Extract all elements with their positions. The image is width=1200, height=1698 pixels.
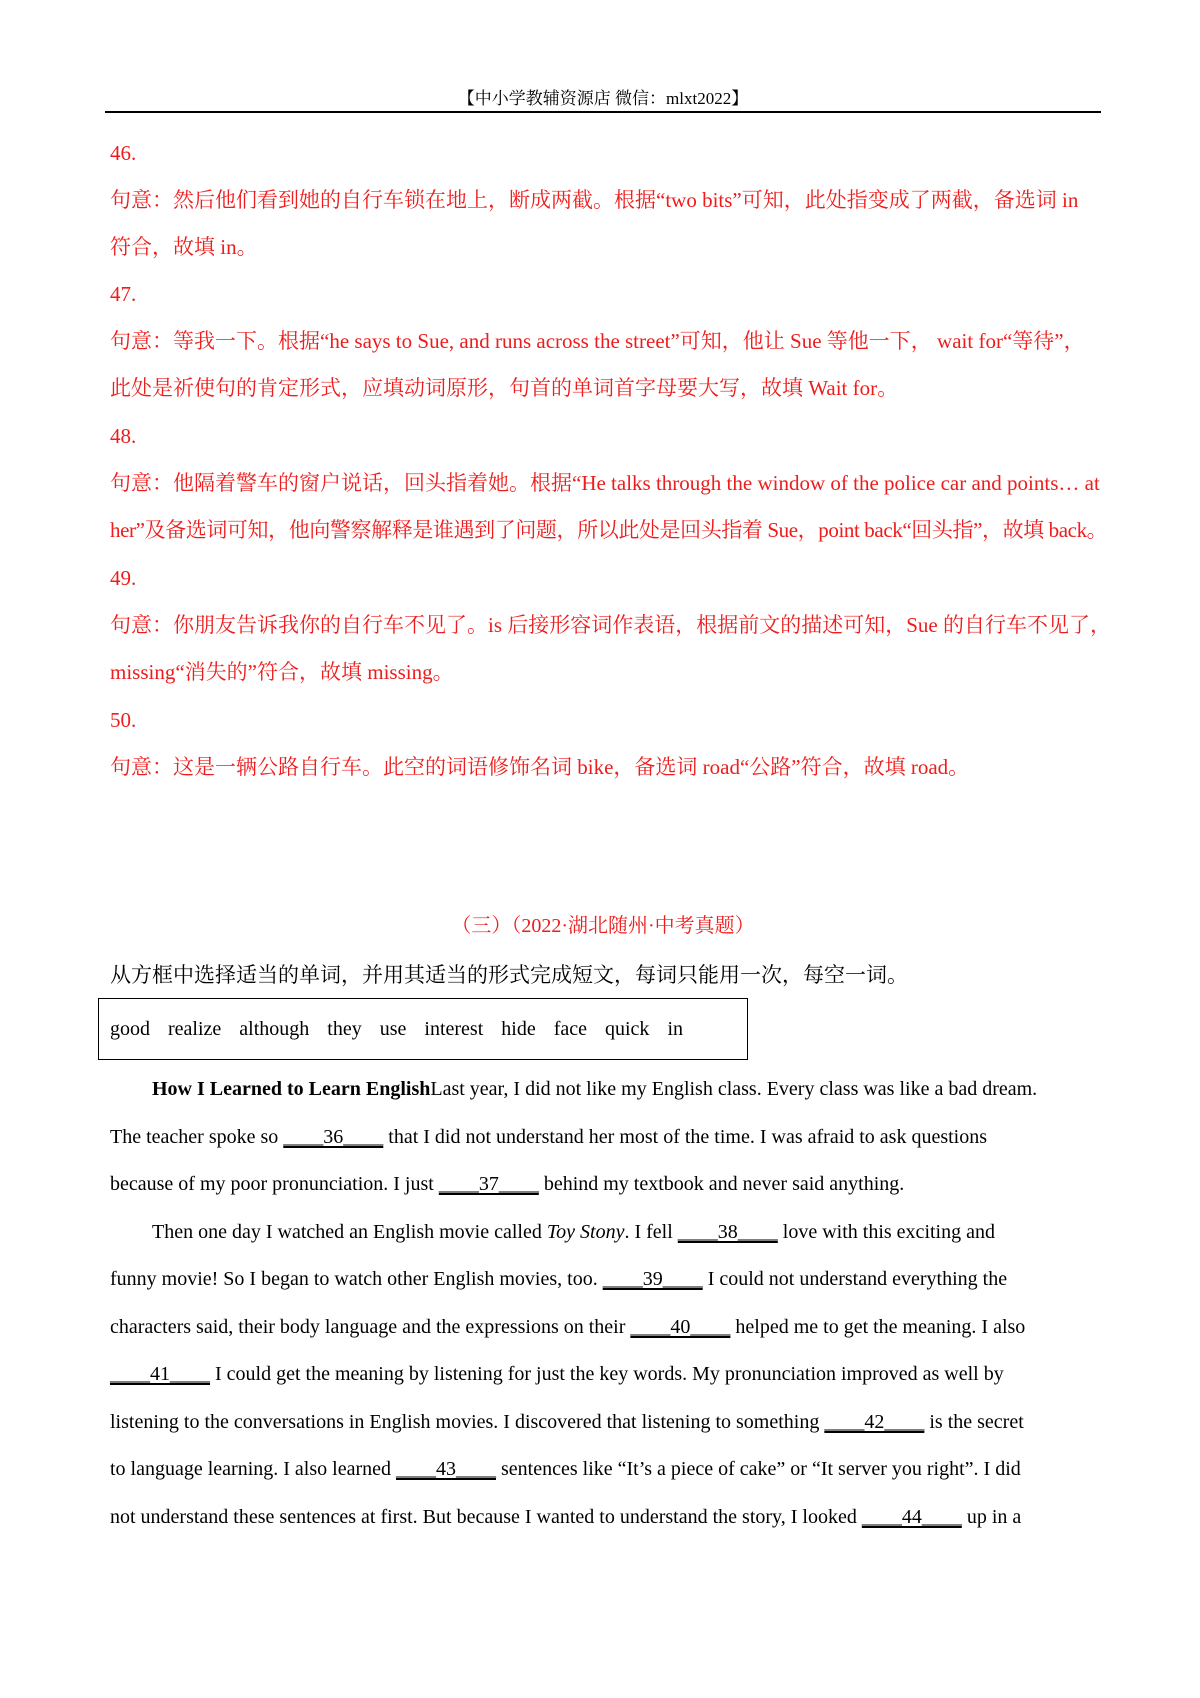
passage-text: Then one day I watched an English movie called bbox=[152, 1220, 547, 1243]
answer-50 bbox=[110, 697, 1110, 791]
word-bank-item: in bbox=[667, 1018, 683, 1040]
answer-explanation-line: 符合，故填 in。 bbox=[110, 235, 258, 259]
word-bank-item: interest bbox=[424, 1018, 484, 1040]
answer-number: 49. bbox=[110, 566, 137, 590]
header-divider bbox=[105, 111, 1101, 113]
passage-text: The teacher spoke so bbox=[110, 1125, 284, 1148]
passage-line bbox=[110, 1494, 1110, 1542]
blank-42[interactable]: ____42____ bbox=[824, 1410, 925, 1433]
passage-text: sentences like “It’s a piece of cake” or “It server you right”. I did bbox=[496, 1458, 1021, 1480]
answer-explanation-line: 此处是祈使句的肯定形式，应填动词原形，句首的单词首字母要大写，故填 Wait for。 bbox=[110, 376, 899, 400]
passage-line bbox=[110, 1161, 1110, 1209]
blank-40[interactable]: ____40____ bbox=[630, 1315, 731, 1338]
passage-text: I could get the meaning by listening for just the key words. My pronunciation improved as well by bbox=[210, 1363, 1004, 1385]
answer-number: 48. bbox=[110, 424, 137, 448]
word-bank-item: although bbox=[239, 1018, 310, 1040]
blank-39[interactable]: ____39____ bbox=[602, 1268, 703, 1290]
answer-number: 46. bbox=[110, 141, 137, 165]
passage-text: to language learning. I also learned bbox=[110, 1458, 396, 1480]
passage-text: behind my textbook and never said anything. bbox=[538, 1173, 905, 1195]
passage-text: up in a bbox=[961, 1505, 1022, 1528]
word-bank-item: use bbox=[379, 1018, 407, 1040]
passage-text: . I fell bbox=[624, 1220, 678, 1243]
page-header: 【中小学教辅资源店 微信：mlxt2022】 bbox=[457, 89, 749, 108]
word-bank-item: they bbox=[327, 1018, 362, 1040]
passage-text: Last year, I did not like my English class. Every class was like a bad dream. bbox=[430, 1078, 1038, 1100]
movie-title: Toy Stony bbox=[546, 1220, 625, 1243]
answer-46 bbox=[110, 130, 1110, 271]
blank-37[interactable]: ____37____ bbox=[438, 1173, 539, 1195]
answer-explanation-line: 句意：这是一辆公路自行车。此空的词语修饰名词 bike，备选词 road“公路”符合，故填 road。 bbox=[110, 755, 970, 779]
answer-49 bbox=[110, 555, 1110, 696]
answer-explanation-line: her”及备选词可知，他向警察解释是谁遇到了问题，所以此处是回头指着 Sue，point back“回头指”，故填 back。 bbox=[110, 518, 1108, 542]
answer-explanation-line: 句意：你朋友告诉我你的自行车不见了。is 后接形容词作表语，根据前文的描述可知，Sue 的自行车不见了， bbox=[110, 613, 1112, 637]
answer-number: 47. bbox=[110, 282, 137, 306]
section-instruction: 从方框中选择适当的单词，并用其适当的形式完成短文，每词只能用一次，每空一词。 bbox=[110, 963, 908, 987]
answer-number: 50. bbox=[110, 708, 137, 732]
passage-text: characters said, their body language and the expressions on their bbox=[110, 1315, 631, 1338]
passage-line bbox=[110, 1304, 1110, 1352]
passage-text: not understand these sentences at first. But because I wanted to understand the story, I looked bbox=[110, 1505, 862, 1528]
passage-line bbox=[110, 1399, 1110, 1447]
word-bank-item: face bbox=[553, 1018, 587, 1040]
section-title: （三）（2022·湖北随州·中考真题） bbox=[451, 915, 755, 937]
blank-36[interactable]: ____36____ bbox=[283, 1125, 384, 1148]
blank-38[interactable]: ____38____ bbox=[677, 1220, 778, 1243]
passage-title: How I Learned to Learn English bbox=[152, 1078, 431, 1100]
blank-43[interactable]: ____43____ bbox=[396, 1458, 496, 1480]
passage-line bbox=[110, 1351, 1110, 1399]
passage bbox=[110, 1066, 1110, 1541]
passage-line bbox=[110, 1446, 1110, 1494]
word-bank-item: good bbox=[110, 1018, 150, 1040]
answer-48 bbox=[110, 413, 1110, 554]
passage-line bbox=[110, 1066, 1110, 1114]
blank-44[interactable]: ____44____ bbox=[861, 1505, 962, 1528]
passage-text: that I did not understand her most of the time. I was afraid to ask questions bbox=[383, 1125, 988, 1148]
passage-text: is the secret bbox=[924, 1410, 1024, 1433]
passage-text: listening to the conversations in English movies. I discovered that listening to something bbox=[110, 1410, 825, 1433]
passage-text: because of my poor pronunciation. I just bbox=[110, 1173, 439, 1195]
word-bank-item: realize bbox=[168, 1018, 222, 1040]
blank-41[interactable]: ____41____ bbox=[110, 1363, 210, 1385]
passage-text: love with this exciting and bbox=[777, 1220, 995, 1243]
answer-explanation-line: 句意：然后他们看到她的自行车锁在地上，断成两截。根据“two bits”可知，此处指变成了两截，备选词 in bbox=[110, 188, 1079, 212]
answer-explanation-line: 句意：等我一下。根据“he says to Sue, and runs across the street”可知，他让 Sue 等他一下， wait for“等待”， bbox=[110, 329, 1085, 353]
passage-text: helped me to get the meaning. I also bbox=[730, 1315, 1026, 1338]
word-bank-box bbox=[98, 998, 748, 1060]
passage-line bbox=[110, 1209, 1110, 1257]
passage-text: funny movie! So I began to watch other English movies, too. bbox=[110, 1268, 603, 1290]
word-bank-item: quick bbox=[605, 1018, 650, 1040]
passage-line bbox=[110, 1256, 1110, 1304]
passage-text: I could not understand everything the bbox=[702, 1268, 1008, 1290]
passage-line bbox=[110, 1114, 1110, 1162]
answer-47 bbox=[110, 271, 1110, 412]
word-bank-item: hide bbox=[501, 1018, 536, 1040]
answer-explanation-line: missing“消失的”符合，故填 missing。 bbox=[110, 660, 454, 684]
word-bank-list bbox=[110, 1013, 696, 1045]
answer-explanation-line: 句意：他隔着警车的窗户说话，回头指着她。根据“He talks through the window of the police car and points… at bbox=[110, 471, 1100, 495]
